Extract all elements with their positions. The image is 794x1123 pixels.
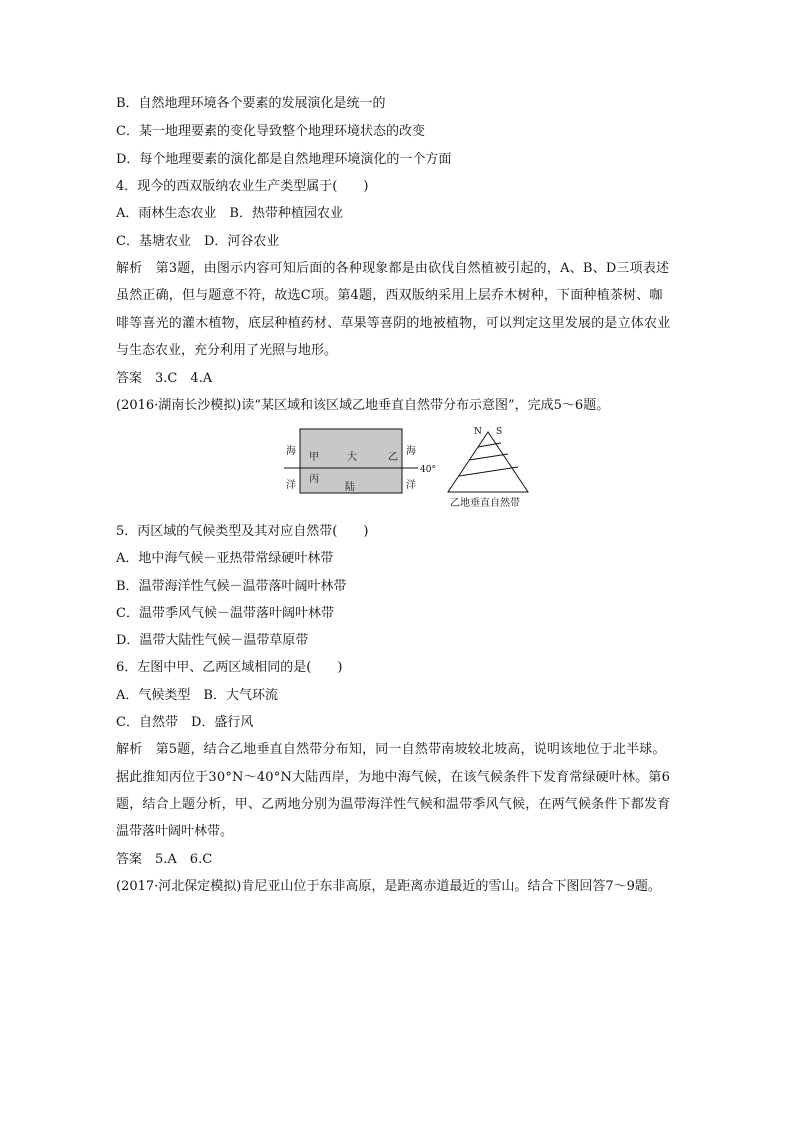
analysis-3-4-line1: 解析 第3题，由图示内容可知后面的各种现象都是由砍伐自然植被引起的，A、B、D三项表述 [116, 261, 670, 276]
option-5d: D．温带大陆性气候－温带草原带 [116, 633, 309, 648]
latitude-label: 40° [420, 465, 436, 475]
options-6-ab: A．气候类型 B．大气环流 [116, 688, 278, 703]
question-6: 6．左图中甲、乙两区域相同的是( ) [116, 660, 343, 675]
source-7-9: (2017·河北保定模拟)肯尼亚山位于东非高原，是距离赤道最近的雪山。结合下图回答7～9题。 [116, 879, 661, 894]
label-jia: 甲 [309, 452, 319, 463]
option-5c: C．温带季风气候－温带落叶阔叶林带 [116, 606, 334, 621]
triangle-caption: 乙地垂直自然带 [450, 498, 520, 509]
option-5a: A．地中海气候－亚热带常绿硬叶林带 [116, 551, 334, 566]
options-4-ab: A．雨林生态农业 B．热带种植园农业 [116, 206, 343, 221]
label-da: 大 [347, 452, 357, 463]
options-4-cd: C．基塘农业 D．河谷农业 [116, 234, 280, 249]
question-5: 5．丙区域的气候类型及其对应自然带( ) [116, 524, 369, 539]
right-sea-bottom: 洋 [406, 480, 416, 491]
analysis-5-6-line1: 解析 第5题，结合乙地垂直自然带分布知，同一自然带南坡较北坡高，说明该地位于北半球。 [116, 742, 666, 757]
label-yi: 乙 [388, 452, 398, 463]
left-sea-bottom: 洋 [286, 480, 296, 491]
region-diagram [282, 424, 532, 514]
options-6-cd: C．自然带 D．盛行风 [116, 715, 254, 730]
option-3b: B．自然地理环境各个要素的发展演化是统一的 [116, 96, 386, 111]
option-3c: C．某一地理要素的变化导致整个地理环境状态的改变 [116, 124, 425, 139]
label-bing: 丙 [309, 474, 319, 485]
analysis-5-6-line3: 题，结合上题分析，甲、乙两地分别为温带海洋性气候和温带季风气候，在两气候条件下都发育 [116, 797, 671, 812]
question-4: 4．现今的西双版纳农业生产类型属于( ) [116, 179, 369, 194]
right-sea-top: 海 [406, 446, 416, 457]
source-5-6: (2016·湖南长沙模拟)读“某区域和该区域乙地垂直自然带分布示意图”，完成5～6题。 [116, 398, 610, 413]
south-label: S [496, 427, 503, 437]
option-3d: D．每个地理要素的演化都是自然地理环境演化的一个方面 [116, 152, 452, 167]
analysis-3-4-line3: 啡等喜光的灌木植物，底层种植药材、草果等喜阴的地被植物，可以判定这里发展的是立体农业 [116, 316, 671, 331]
analysis-3-4-line4: 与生态农业，充分利用了光照与地形。 [116, 343, 338, 358]
north-label: N [474, 427, 482, 437]
analysis-5-6-line2: 据此推知丙位于30°N～40°N大陆西岸，为地中海气候，在该气候条件下发育常绿硬叶林。第6 [116, 770, 671, 785]
analysis-3-4-line2: 虽然正确，但与题意不符，故选C项。第4题，西双版纳采用上层乔木树种，下面种植茶树、咖 [116, 288, 663, 303]
mountain-triangle [448, 432, 528, 492]
analysis-5-6-line4: 温带落叶阔叶林带。 [116, 824, 234, 839]
left-sea-top: 海 [286, 446, 296, 457]
answer-5-6: 答案 5.A 6.C [116, 852, 213, 867]
label-lu: 陆 [345, 482, 355, 493]
option-5b: B．温带海洋性气候－温带落叶阔叶林带 [116, 579, 347, 594]
answer-3-4: 答案 3.C 4.A [116, 371, 213, 386]
